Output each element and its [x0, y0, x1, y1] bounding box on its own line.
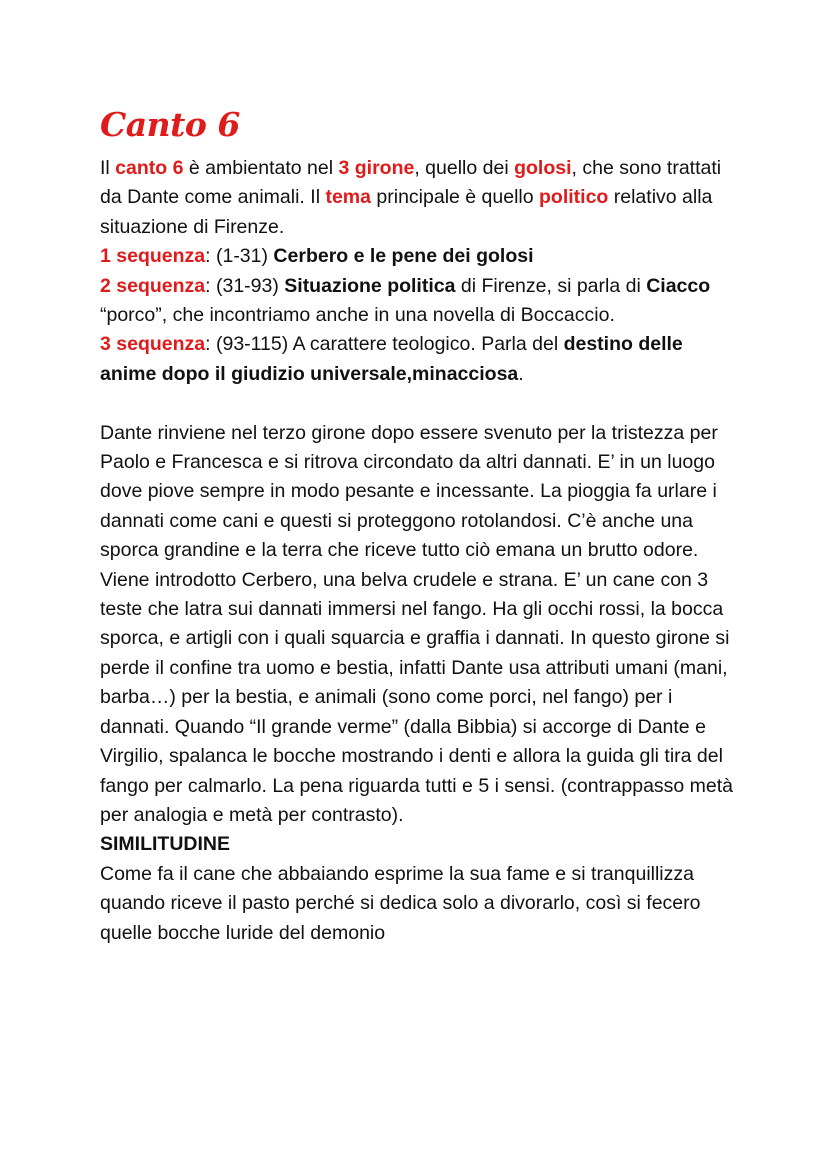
sequence-range: : (93-115) A carattere teologico. Parla del [205, 333, 564, 356]
sequence-title: Cerbero e le pene dei golosi [273, 245, 534, 268]
intro-text: , quello dei [414, 157, 515, 179]
sequence-title: destino delle anime dopo il giudizio universale,minacciosa [100, 333, 683, 385]
highlight-tema: tema [325, 186, 371, 209]
sequence-range: : (31-93) [205, 274, 285, 297]
intro-paragraph [100, 154, 740, 242]
sequence-title: Situazione politica [284, 274, 456, 297]
body-paragraph-2: Viene introdotto Cerbero, una belva crudele e strana. E’ un cane con 3 teste che latra sui dannati immersi nel fango. Ha gli occhi rossi, la bocca sporca, e artigli con i quali squarcia e graffia i dannati. In questo girone si perde il confine tra uomo e bestia, infatti Dante usa attributi umani (mani, barba…) per la bestia, e animali (sono come porci, nel fango) per i dannati. Quando “Il grande verme” (dalla Bibbia) si accorge di Dante e Virgilio, spalanca le bocche mostrando i denti e allora la guida gli tira del fango per calmarlo. La pena riguarda tutti e 5 i sensi. (contrappasso metà per analogia e metà per contrasto). [100, 568, 734, 826]
highlight-girone: 3 girone [338, 157, 415, 179]
sequence-end: . [518, 362, 524, 385]
intro-text: , che sono trattati da Dante come animali. Il [100, 157, 722, 209]
sequence-3 [100, 330, 740, 389]
highlight-golosi: golosi [514, 157, 572, 179]
ciacco-name: Ciacco [646, 274, 711, 297]
highlight-canto: canto 6 [115, 157, 184, 179]
sequence-label: 2 sequenza [100, 274, 206, 297]
similitudine-heading: SIMILITUDINE [100, 833, 230, 856]
intro-text: principale è quello [370, 186, 540, 209]
highlight-politico: politico [539, 186, 609, 209]
document-page [100, 100, 740, 948]
sequence-text: “porco”, che incontriamo anche in una novella di Boccaccio. [100, 304, 615, 327]
sequence-1 [100, 242, 740, 271]
intro-text: è ambientato nel [183, 157, 339, 179]
sequence-2 [100, 272, 740, 331]
intro-text: Il [100, 157, 116, 179]
similitudine-paragraph: Come fa il cane che abbaiando esprime la sua fame e si tranquillizza quando riceve il pasto perché si dedica solo a divorarlo, così si fecero quelle bocche luride del demonio [100, 862, 701, 944]
body-paragraph-1: Dante rinviene nel terzo girone dopo essere svenuto per la tristezza per Paolo e Francesca e si ritrova circondato da altri dannati. E’ in un luogo dove piove sempre in modo pesante e incessante. La pioggia fa urlare i dannati come cani e questi si proteggono rotolandosi. C’è anche una sporca grandine e la terra che riceve tutto ciò emana un brutto odore. [100, 421, 718, 562]
intro-text: relativo alla situazione di Firenze. [100, 186, 713, 238]
page-title: Canto 6 [100, 105, 240, 144]
sequence-label: 3 sequenza [100, 333, 206, 356]
sequence-text: di Firenze, si parla di [455, 274, 647, 297]
blank-line [100, 389, 740, 418]
sequence-label: 1 sequenza [100, 245, 206, 268]
sequence-range: : (1-31) [205, 245, 274, 268]
